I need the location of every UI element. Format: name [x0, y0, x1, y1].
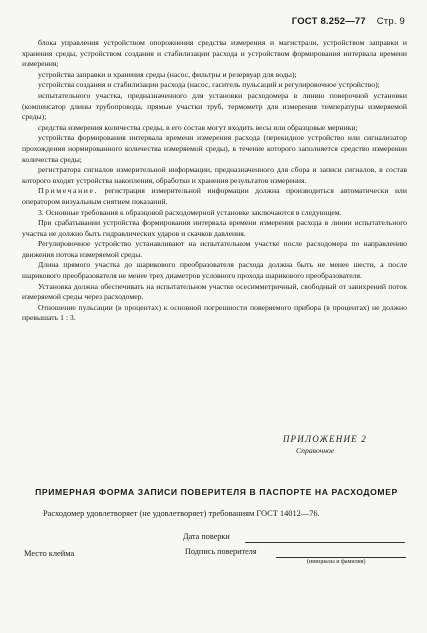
page-header: [292, 16, 405, 27]
form-statement: Расходомер удовлетворяет (не удовлетворяет) требованиям ГОСТ 14012—76.: [43, 509, 320, 518]
note-text: регистрация измерительной информации должна производиться автоматически или оператором визуальным снятием показаний.: [22, 186, 408, 206]
appendix-subtitle: Справочное: [296, 446, 335, 455]
appendix-title: ПРИЛОЖЕНИЕ 2: [282, 434, 367, 444]
paragraph: При срабатывании устройства формирования интервала времени измерения расхода в линии испытательного участка не должно быть гидравлических ударов и скачков давления.: [22, 218, 407, 238]
signature-hint: (инициалы и фамилия): [307, 559, 366, 565]
page-number: Стр. 9: [376, 16, 405, 27]
paragraph: Регулировочное устройство устанавливают на испытательном участке после расходомера по направлению движения потока измеряемой среды.: [22, 239, 407, 259]
paragraph: средства измерения количества среды, в его состав могут входить весы или образцовые мерники;: [38, 122, 358, 132]
stamp-label: Место клейма: [24, 549, 75, 558]
standard-number: ГОСТ 8.252—77: [291, 16, 366, 27]
paragraph: 3. Основные требования к образцовой расходомерной установке заключаются в следующем.: [38, 207, 342, 217]
signature-field-line: [276, 557, 406, 558]
note-paragraph: [22, 186, 407, 207]
date-label: Дата поверки: [183, 532, 230, 541]
note-label: Примечание.: [38, 186, 99, 196]
paragraph: регистратора сигналов измерительной информации, предназначенного для сбора и записи сигналов, в состав которого входят устройства накопления, обработки и хранения результатов измерения.: [22, 165, 407, 185]
paragraph: Отношение пульсации (в процентах) к основной погрешности поверяемого прибора (в процентах) не должно превышать 1 : 3.: [22, 302, 407, 323]
form-title: ПРИМЕРНАЯ ФОРМА ЗАПИСИ ПОВЕРИТЕЛЯ В ПАСПОРТЕ НА РАСХОДОМЕР: [35, 487, 398, 497]
paragraph: Длина прямого участка до шарикового преобразователя расхода должна быть не менее шести, а после шарикового преобразователя не менее трех диаметров условного прохода шарикового преобразователя.: [22, 260, 407, 281]
paragraph: устройства формирования интервала времени измерения расхода (перекидное устройство или сигнализатор прохождения нормированного количества измеряемой среды), в течение которого заполняется средство измерении количества среды;: [22, 133, 407, 164]
paragraph: Установка должна обеспечивать на испытательном участке осесимметричный, свободный от завихрений поток измеряемой среды через расходомер.: [22, 281, 407, 302]
date-field-line: [245, 542, 405, 543]
body-text: [22, 38, 407, 324]
paragraph: блока управления устройством опорожнения средства измерения и магистрали, устройством заправки и хранения среды, устройством создания и стабилизации расхода и устройством формирования интервала времени измерения;: [22, 38, 407, 69]
paragraph: испытательного участка, предназначенного для установки расходомера в линию поверочной установки (компенсатор длины трубопровода, прямые участки труб, термометр для измерения температуры измеряемой среды);: [22, 90, 407, 122]
paragraph: устройства создания и стабилизации расхода (насос, гаситель пульсаций и регулировочное устройство);: [38, 80, 380, 90]
signature-label: Подпись поверителя: [185, 547, 257, 556]
paragraph: устройства заправки и хранения среды (насос, фильтры и резервуар для воды);: [38, 69, 297, 79]
